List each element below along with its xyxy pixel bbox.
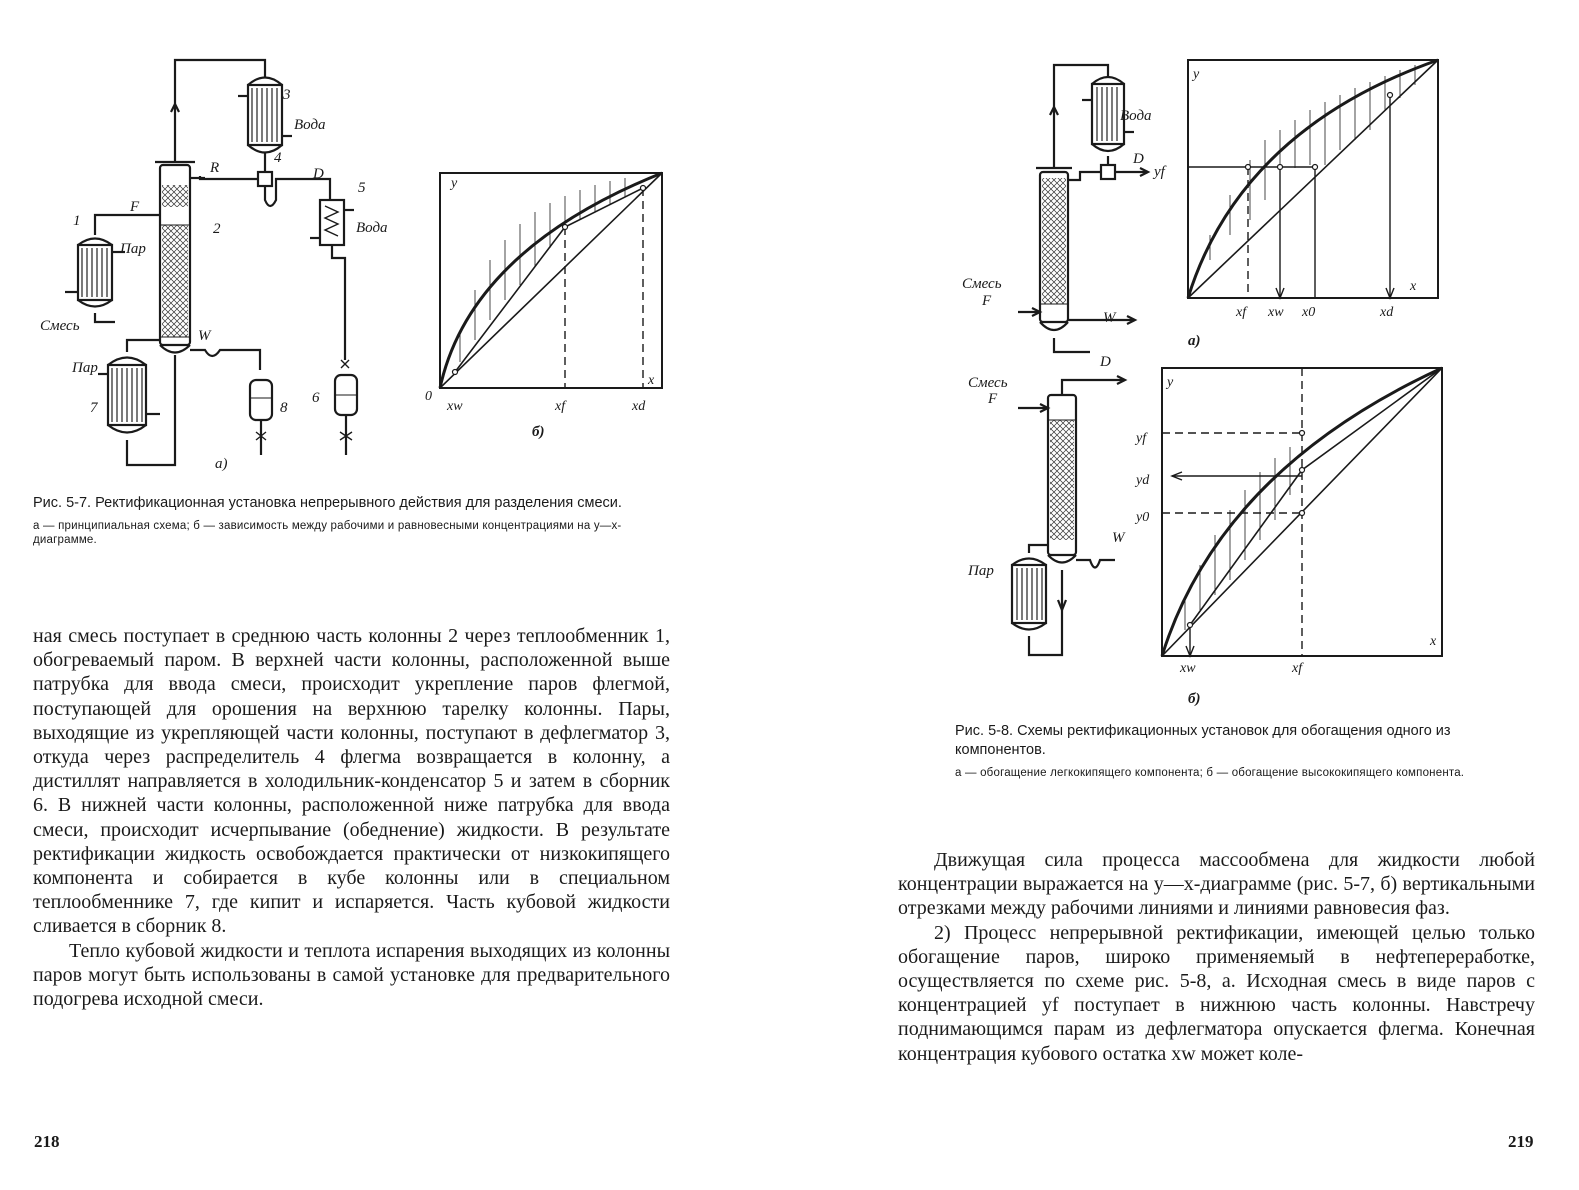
label-6: 6 (312, 390, 320, 406)
label-F: F (988, 391, 998, 407)
label-steam: Пар (968, 563, 994, 579)
tick-xw: xw (1180, 661, 1196, 676)
tick-yf: yf (1154, 164, 1165, 180)
label-mixture: Смесь (40, 318, 80, 334)
label-7: 7 (90, 400, 98, 416)
label-mixture: Смесь (962, 276, 1002, 292)
label-R: R (210, 160, 220, 176)
origin-label: 0 (425, 389, 432, 404)
tick-yf: yf (1136, 431, 1147, 446)
label-water-1: Вода (294, 117, 326, 133)
caption-title: Рис. 5-8. Схемы ректификационных установок для обогащения одного из компонентов. (955, 723, 1451, 758)
panel-label-b: б) (532, 424, 545, 440)
label-D: D (313, 166, 324, 182)
label-D: D (1133, 151, 1144, 167)
figure-5-8-caption (955, 722, 1480, 780)
axis-label-y: y (451, 176, 458, 191)
axis-label-x: x (648, 373, 655, 388)
figure-5-7b-yx-diagram (0, 0, 700, 450)
label-steam-2: Пар (72, 360, 98, 376)
label-W: W (1112, 530, 1125, 546)
tick-xf: xf (1292, 661, 1303, 676)
label-1: 1 (73, 213, 81, 229)
tick-x0: x0 (1302, 305, 1316, 320)
tick-xd: xd (1380, 305, 1394, 320)
label-W: W (1103, 310, 1116, 326)
paragraph: ная смесь поступает в среднюю часть колонны 2 через теплообменник 1, обогреваемый паром. В верхней части колонны, расположенной выше патрубка для ввода смеси, происходит укрепление паров флегмой, поступающей для орошения на верхнюю тарелку колонны. Пары, выходящие из укрепляющей части колонны, поступают в дефлегматор 3, откуда через распределитель 4 флегма возвращается в колонну, а дистиллят направляется в холодильник-конденсатор 5 и затем в сборник 6. В нижней части колонны, расположенной ниже патрубка для ввода смеси, происходит исчерпывание (обеднение) жидкости. В результате ректификации жидкость освобождается практически от низкокипящего компонента и собирается в кубе колонны или в специальном теплообменнике 7, где кипит и испаряется. Часть кубовой жидкости сливается в сборник 8. (33, 625, 670, 938)
label-water: Вода (1120, 108, 1152, 124)
label-2: 2 (213, 221, 221, 237)
tick-yd: yd (1136, 473, 1150, 488)
label-5: 5 (358, 180, 366, 196)
label-W: W (198, 328, 211, 344)
page-number: 218 (34, 1132, 60, 1151)
tick-xd: xd (632, 399, 646, 414)
tick-xf: xf (555, 399, 566, 414)
label-3: 3 (283, 87, 291, 103)
right-body-text (898, 848, 1535, 1066)
panel-label-b: б) (1188, 691, 1201, 707)
panel-label-a: а) (1188, 333, 1201, 349)
axis-label-y: y (1193, 67, 1200, 82)
tick-y0: y0 (1136, 510, 1150, 525)
label-4: 4 (274, 150, 282, 166)
tick-xw: xw (447, 399, 463, 414)
label-D: D (1100, 354, 1111, 370)
page-number: 219 (1508, 1132, 1534, 1151)
paragraph: Тепло кубовой жидкости и теплота испарения выходящих из колонны паров могут быть использованы в самой установке для предварительного подогрева исходной смеси. (33, 939, 670, 1011)
figure-5-8b-schematic (790, 0, 1579, 720)
caption-subtitle: а — принципиальная схема; б — зависимость между рабочими и равновесными концентрациями на y—x-диаграмме. (33, 520, 622, 546)
tick-xf: xf (1236, 305, 1247, 320)
panel-label-a: а) (215, 456, 228, 472)
right-page (790, 0, 1579, 1190)
axis-label-y: y (1167, 375, 1174, 390)
label-F: F (982, 293, 992, 309)
label-8: 8 (280, 400, 288, 416)
tick-xw: xw (1268, 305, 1284, 320)
label-mixture: Смесь (968, 375, 1008, 391)
axis-label-x: x (1430, 634, 1437, 649)
label-steam-1: Пар (120, 241, 146, 257)
paragraph: 2) Процесс непрерывной ректификации, имеющей целью только обогащение паров, широко применяемый в нефтепереработке, осуществляется по схеме рис. 5-8, а. Исходная смесь в виде паров с концентрацией yf поступает в нижнюю часть колонны. Навстречу поднимающимся парам из дефлегматора опускается флегма. Конечная концентрация кубового остатка xw может коле- (898, 921, 1535, 1065)
left-body-text (33, 624, 670, 1011)
label-F: F (130, 199, 140, 215)
caption-title: Рис. 5-7. Ректификационная установка непрерывного действия для разделения смеси. (33, 495, 622, 511)
axis-label-x: x (1410, 279, 1417, 294)
caption-subtitle: а — обогащение легкокипящего компонента; б — обогащение высококипящего компонента. (955, 767, 1465, 779)
label-water-2: Вода (356, 220, 388, 236)
figure-5-7-caption (33, 494, 673, 547)
paragraph: Движущая сила процесса массообмена для жидкости любой концентрации выражается на y—x-диаграмме (рис. 5-7, б) вертикальными отрезками между рабочими линиями и линиями равновесия фаз. (898, 849, 1535, 920)
